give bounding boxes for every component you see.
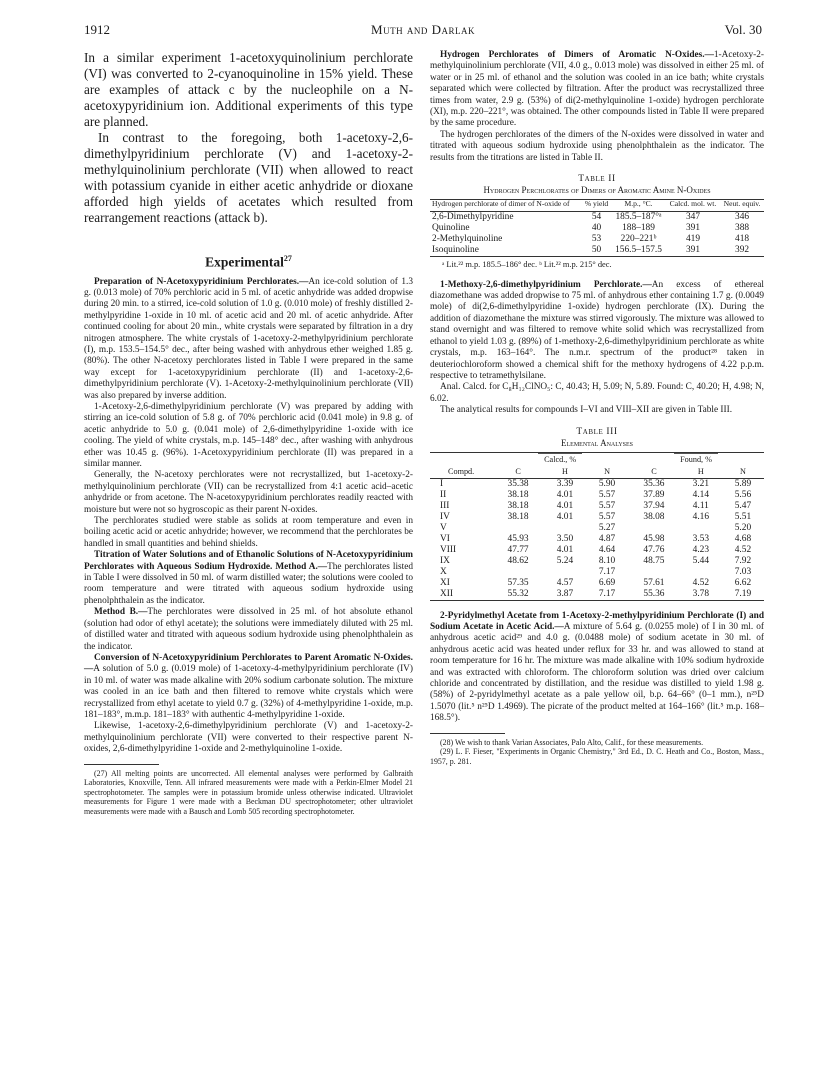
method-b-paragraph: Method B.—The perchlorates were dissolved in 25 ml. of hot absolute ethanol (solution had odor of ethyl acetate); the solutions were immediately diluted with 25 ml. of distilled water and titrated with aqueous sodium hydroxide using phenolphthalein as the indicator.	[84, 607, 413, 652]
table-row	[430, 234, 764, 245]
table-3-cell: 4.68	[734, 533, 752, 544]
footnote-rule	[84, 764, 159, 765]
table-2-header-cell: Hydrogen perchlorate of dimer of N-oxide of	[430, 200, 582, 212]
experimental-heading: Experimental$^{27}$	[205, 254, 292, 270]
right-column	[430, 50, 764, 766]
table-3-header-cell: H	[544, 466, 586, 479]
table-row	[430, 578, 764, 589]
table-2-cell: Isoquinoline	[430, 245, 582, 257]
table-2-cell: 50	[582, 245, 611, 257]
table-3-header-cell: H	[680, 466, 722, 479]
table-3-cell: IX	[440, 555, 450, 566]
table-2-cell: 2,6-Dimethylpyridine	[432, 211, 514, 222]
table-3-cell	[544, 523, 586, 534]
table-row	[430, 534, 764, 545]
table-3-cell: 3.87	[544, 589, 586, 601]
table-3-cell: 5.57	[598, 489, 616, 500]
table-3-cell: 38.18	[507, 511, 529, 522]
table-2-cell: 40	[591, 222, 602, 233]
left-column	[84, 50, 413, 817]
table-3-header-cell: N	[722, 466, 764, 479]
table-2-cell: Quinoline	[432, 222, 470, 233]
table-3-cell: 4.52	[734, 544, 752, 555]
methoxy-paragraph: 1-Methoxy-2,6-dimethylpyridinium Perchlorate.—An excess of ethereal diazomethane was added dropwise to 75 ml. of anhydrous ether containing 1.7 g. (0.0049 mole) of di(2,6-dimethylpyridine 1-oxide) hydrogen perchlorate (IX). During the addition of diazomethane the mixture was stirred vigorously. The mixture was allowed to stand overnight and was filtered to remove white solid which was recrystallized from ethanol to yield 1.03 g. (89%) of 1-methoxy-2,6-dimethylpyridinium perchlorate as white crystals, m.p. 163–164°. The n.m.r. spectrum of the product²⁸ taken in deuteriochloroform showed a chemical shift for the methoxy hydrogens of 4.22 p.p.m. respective to tetramethylsilane.	[430, 279, 764, 381]
table-3-cell: 35.38	[507, 478, 529, 489]
page-header	[84, 22, 762, 42]
table-3-cell: X	[440, 566, 447, 577]
table-3-cell: 5.90	[598, 478, 616, 489]
table-3-cell: 47.77	[507, 544, 529, 555]
table-3-cell: 4.87	[598, 533, 616, 544]
table-3-cell: XI	[440, 577, 450, 588]
table-3-cell: 37.94	[643, 500, 665, 511]
table-3-cell: 5.56	[734, 489, 752, 500]
table-3-header-cell: N	[586, 466, 628, 479]
table-3-cell	[492, 567, 544, 578]
table-3-header-cell: C	[628, 466, 680, 479]
table-3-cell: 5.47	[734, 500, 752, 511]
table-3-cell: XII	[430, 589, 492, 601]
table-2-cell: 185.5–187°ᵃ	[615, 211, 662, 222]
table-3-cell: 3.39	[556, 478, 574, 489]
table-2-cell: 188–189	[622, 222, 655, 233]
table-row	[430, 245, 764, 257]
table-2-title: Hydrogen Perchlorates of Dimers of Aromatic Amine N-Oxides	[483, 185, 711, 196]
table-3-cell: 4.01	[556, 511, 574, 522]
table-2-header-cell: M.p., °C.	[611, 200, 666, 212]
table-3-cell: VI	[440, 533, 450, 544]
table-3-cell: 5.57	[598, 511, 616, 522]
running-head: Muth and Darlak	[371, 22, 475, 37]
table-3-cell: 38.08	[643, 511, 665, 522]
table-3-cell	[628, 567, 680, 578]
hydrogen-perchlorates-paragraph: Hydrogen Perchlorates of Dimers of Aromatic N-Oxides.—1-Acetoxy-2-methylquinolinium perchlorate (VII, 4.0 g., 0.013 mole) was dissolved in either 25 ml. of water or in 25 ml. of ethanol and the solution was cooled in an ice bath; white crystals separated which were collected by filtration. After the product was recrystallized three times from water, 2.9 g. (53%) of di(2-methylquinoline 1-oxide) hydrogen perchlorate (XI), m.p. 220–221°, was obtained. The other compounds listed in Table II were prepared by the same procedure.	[430, 50, 764, 129]
table-3-cell: 7.03	[734, 566, 752, 577]
table-3-cell: 4.01	[556, 500, 574, 511]
table-3-cell: 4.52	[692, 577, 710, 588]
table-3-cell: 4.16	[692, 511, 710, 522]
calcd-group-header: Calcd., %	[538, 453, 582, 465]
table-3-cell: 3.21	[692, 478, 710, 489]
table-3-cell	[544, 567, 586, 578]
table-2-cell: 388	[735, 222, 750, 233]
analysis-paragraph: Anal. Calcd. for C₈H₁₂ClNO₅: C, 40.43; H, 5.09; N, 5.89. Found: C, 40.20; H, 4.98; N, 6.02.	[430, 382, 764, 404]
table-3-cell: 5.20	[734, 522, 752, 533]
table-3-cell: 38.18	[507, 500, 529, 511]
table-3-cell: 37.89	[643, 489, 665, 500]
table-3-cell: 6.69	[598, 577, 616, 588]
table-3-cell: 3.78	[680, 589, 722, 601]
paragraph-likewise: Likewise, 1-acetoxy-2,6-dimethylpyridinium perchlorate (V) and 1-acetoxy-2-methylquinolinium perchlorate (VII) were converted to their respective parent N-oxides, 2,6-dimethylpyridine 1-oxide and 2-methylquinoline 1-oxide.	[84, 721, 413, 755]
table-row	[430, 556, 764, 567]
table-2-cell: 54	[591, 211, 602, 222]
titration-results-paragraph: The hydrogen perchlorates of the dimers of the N-oxides were dissolved in water and titrated with aqueous sodium hydroxide using phenolphthalein as the indicator. The results from the titrations are listed in Table II.	[430, 129, 764, 163]
table-3-cell: 7.19	[722, 589, 764, 601]
table-row	[430, 490, 764, 501]
table-3-cell: 3.50	[556, 533, 574, 544]
paragraph-v-prep: 1-Acetoxy-2,6-dimethylpyridinium perchlorate (V) was prepared by adding with stirring an ice-cold solution of 5.8 g. of 70% perchloric acid (0.041 mole) in 9.8 g. of acetic anhydride to 5.0 g. (0.041 mole) of 2,6-dimethylpyridine 1-oxide with ice cooling. The yield of white crystals, m.p. 145–148° dec., after washing with anhydrous ether was 10.45 g. (96%). 1-Acetoxypyridinium perchlorate (II) was prepared in a similar manner.	[84, 401, 413, 469]
footnote-rule-right	[430, 733, 505, 734]
paragraph-recrystallization: Generally, the N-acetoxy perchlorates were not recrystallized, but 1-acetoxy-2-methylquinolinium perchlorate (VII) can be recrystallized from 4:1 acetic acid–acetic anhydride or from acetone. The N-acetoxypyridinium perchlorates readily reacted with moisture but were not so hygroscopic as their parent N-oxides.	[84, 470, 413, 515]
table-3-cell: 57.61	[643, 577, 665, 588]
table-3-cell	[628, 523, 680, 534]
prep-paragraph: Preparation of N-Acetoxypyridinium Perchlorates.—An ice-cold solution of 1.3 g. (0.013 mole) of 70% perchloric acid in 5 ml. of acetic anhydride was added dropwise during 20 min. to a stirred, ice-cold solution of 1.0 g. (0.010 mole) of freshly distilled 2-methylpyridine 1-oxide in 10 ml. of acetic acid and 20 ml. of acetic anhydride. After continued cooling for about 20 min., white crystals were separated by filtration in a dry nitrogen atmosphere. The white crystals of 1-acetoxy-2-methylpyridinium perchlorate (I), m.p. 153.5–154.5° dec., after being washed with anhydrous ether weighed 1.85 g. (80%). The other N-acetoxy perchlorates listed in Table I were prepared in the same way except for 1-acetoxypyridinium perchlorate (II) and 1-acetoxy-2,6-dimethylpyridinium perchlorate (V). 1-Acetoxy-2-methylquinolinium perchlorate (VII) was also prepared by inverse addition.	[84, 276, 413, 401]
table-2-cell: 2-Methylquinoline	[432, 233, 503, 244]
paragraph-stability: The perchlorates studied were stable as solids at room temperature and even in boiling acetic acid or acetic anhydride; however, we recommend that the perchlorates be handled in small quantities and behind shields.	[84, 516, 413, 549]
table-3-cell: II	[440, 489, 447, 500]
table-2-cell: 418	[735, 233, 750, 244]
table-3-cell: 4.11	[692, 500, 709, 511]
table-3-cell: 48.62	[507, 555, 529, 566]
table-3-cell: 55.36	[628, 589, 680, 601]
table-2-cell: 220–221ᵇ	[620, 233, 657, 244]
table-2-cell: 392	[720, 245, 764, 257]
table-3-cell: 7.17	[586, 589, 628, 601]
table-3-cell: 7.92	[734, 555, 752, 566]
table-3-cell: 57.35	[507, 577, 529, 588]
pyridylmethyl-acetate-paragraph: 2-Pyridylmethyl Acetate from 1-Acetoxy-2-methylpyridinium Perchlorate (I) and Sodium Acetate in Acetic Acid.—A mixture of 5.64 g. (0.0255 mole) of I in 30 ml. of anhydrous acetic acid²⁹ and 4.0 g. (0.0488 mole) of sodium acetate in 30 ml. of anhydrous acetic acid was heated under reflux for 33 hr. and was allowed to stand at room temperature for 16 hr. The mixture was made alkaline with 10% sodium hydroxide and was extracted with chloroform. The chloroform solution was dried over calcium chloride and concentrated by distillation, and the residue was distilled to yield 1.98 g. (58%) of 2-pyridylmethyl acetate as a pale yellow oil, b.p. 64–66° (0–1 mm.), n²⁵D 1.5070 (lit.⁵ n²⁵D 1.4969). The picrate of the product melted at 164–166° (lit.⁵ m.p. 168–168.5°).	[430, 610, 765, 724]
table-2-header-cell: Neut. equiv.	[720, 200, 764, 212]
table-2	[430, 199, 764, 257]
found-group-header: Found, %	[674, 453, 718, 465]
table-3-cell: 35.36	[643, 478, 665, 489]
table-3-cell: 5.51	[734, 511, 752, 522]
table-3-cell: IV	[440, 511, 450, 522]
table-2-header-cell: Calcd. mol. wt.	[666, 200, 720, 212]
table-3-cell: 5.89	[734, 478, 752, 489]
table-3-cell: 8.10	[598, 555, 616, 566]
table-3-cell: 4.14	[692, 489, 710, 500]
intro-paragraph-1: In a similar experiment 1-acetoxyquinolinium perchlorate (VI) was converted to 2-cyanoquinoline in 15% yield. These are examples of attack c by the nucleophile on a N-acetoxypyridinium ion. Additional experiments of this type are planned.	[84, 50, 413, 129]
table-2-cell: 156.5–157.5	[611, 245, 666, 257]
table-3-cell: I	[440, 478, 444, 489]
table-2-footnotes: ᵃ Lit.²² m.p. 185.5–186° dec. ᵇ Lit.²² m.p. 215° dec.	[442, 259, 612, 269]
table-3-cell	[680, 523, 722, 534]
table-3-cell: 5.44	[692, 555, 710, 566]
conversion-paragraph: Conversion of N-Acetoxypyridinium Perchlorates to Parent Aromatic N-Oxides.—A solution of 5.0 g. (0.019 mole) of 1-acetoxy-4-methylpyridinium perchlorate (IV) in 10 ml. of water was made alkaline with 20% sodium carbonate solution. The mixture was cooled in an ice bath and then filtered to remove white crystals which were recrystallized from ethyl acetate to yield 0.7 g. (32%) of 4-methylpyridine 1-oxide, m.p. 181–183°, m.m.p. 181–183° with authentic 4-methylpyridine 1-oxide.	[84, 652, 413, 720]
table-3-cell: 4.23	[692, 544, 710, 555]
table-2-cell: 346	[735, 211, 750, 222]
footnote-27: (27) All melting points are uncorrected. All elemental analyses were performed by Galbraith Laboratories, Knoxville, Tenn. All infrared measurements were made with a Perkin-Elmer Model 21 spectrophotometer. The samples were in potassium bromide unless otherwise indicated. Ultraviolet measurements for Figure 1 were made with a Beckman DU spectrophotometer; other ultraviolet measurements were made with a Bausch and Lomb 505 recording spectrophotometer.	[84, 768, 413, 816]
table-3-cell: V	[440, 522, 447, 533]
table-3-header-cell: C	[492, 466, 544, 479]
table-3-cell: 38.18	[507, 489, 529, 500]
table-3-cell: 4.01	[556, 489, 574, 500]
table-3-header-cell: Compd.	[430, 466, 492, 479]
volume-label: Vol. 30	[724, 22, 762, 37]
footnote-29: (29) L. F. Fieser, "Experiments in Organic Chemistry," 3rd Ed., D. C. Heath and Co., Boston, Mass., 1957, p. 281.	[430, 747, 764, 766]
table-row	[430, 223, 764, 234]
table-3-cell: 4.01	[556, 544, 574, 555]
page-number: 1912	[84, 22, 110, 37]
table-3-cell: 47.76	[643, 544, 665, 555]
table-3-cell: 7.17	[598, 566, 616, 577]
table-3-cell: 45.93	[507, 533, 529, 544]
table-3-cell: 48.75	[643, 555, 665, 566]
table-2-cell: 53	[591, 233, 602, 244]
analysis-note-paragraph: The analytical results for compounds I–VI and VIII–XII are given in Table III.	[440, 405, 733, 416]
table-3-cell: 5.27	[598, 522, 616, 533]
table-3-label: Table III	[576, 426, 618, 437]
table-2-caption	[430, 174, 764, 196]
table-2-label: Table II	[578, 174, 616, 185]
table-2-cell: 347	[685, 211, 700, 222]
table-row	[430, 512, 764, 523]
table-row	[430, 211, 764, 223]
table-3-cell: 5.57	[598, 500, 616, 511]
footnote-28: (28) We wish to thank Varian Associates, Palo Alto, Calif., for these measurements.	[440, 737, 704, 747]
table-row	[430, 545, 764, 556]
table-3-cell: 6.62	[734, 577, 752, 588]
table-row	[430, 567, 764, 578]
table-3	[430, 452, 764, 601]
table-3-cell: III	[440, 500, 450, 511]
table-row	[430, 501, 764, 512]
table-3-caption	[430, 427, 764, 449]
table-2-cell: 419	[685, 233, 700, 244]
table-3-title: Elemental Analyses	[561, 437, 633, 448]
table-3-cell: 5.24	[556, 555, 574, 566]
intro-paragraph-2: In contrast to the foregoing, both 1-acetoxy-2,6-dimethylpyridinium perchlorate (V) and 1-acetoxy-2-methylquinolinium perchlorate (VII) when allowed to react with potassium cyanide in either acetic anhydride or dioxane afforded high yields of acetates which resulted from rearrangement reactions (attack b).	[84, 130, 413, 225]
table-3-cell: VIII	[440, 544, 457, 555]
table-3-cell: 4.57	[556, 577, 574, 588]
table-3-cell: 4.64	[598, 544, 616, 555]
table-3-cell: 55.32	[492, 589, 544, 601]
table-3-cell	[492, 523, 544, 534]
table-2-cell: 391	[666, 245, 720, 257]
table-row	[430, 589, 764, 601]
table-row	[430, 478, 764, 490]
table-row	[430, 523, 764, 534]
table-2-cell: 391	[685, 222, 700, 233]
table-3-cell: 45.98	[643, 533, 665, 544]
table-3-cell: 3.53	[692, 533, 710, 544]
table-3-cell	[680, 567, 722, 578]
table-2-header-cell: % yield	[582, 200, 611, 212]
titration-paragraph: Titration of Water Solutions and of Ethanolic Solutions of N-Acetoxypyridinium Perchlorates with Aqueous Sodium Hydroxide. Method A.—The perchlorates listed in Table I were dissolved in 50 ml. of warm distilled water; the solutions were cooled to room temperature and were titrated with aqueous sodium hydroxide using phenolphthalein as the indicator.	[84, 550, 413, 606]
